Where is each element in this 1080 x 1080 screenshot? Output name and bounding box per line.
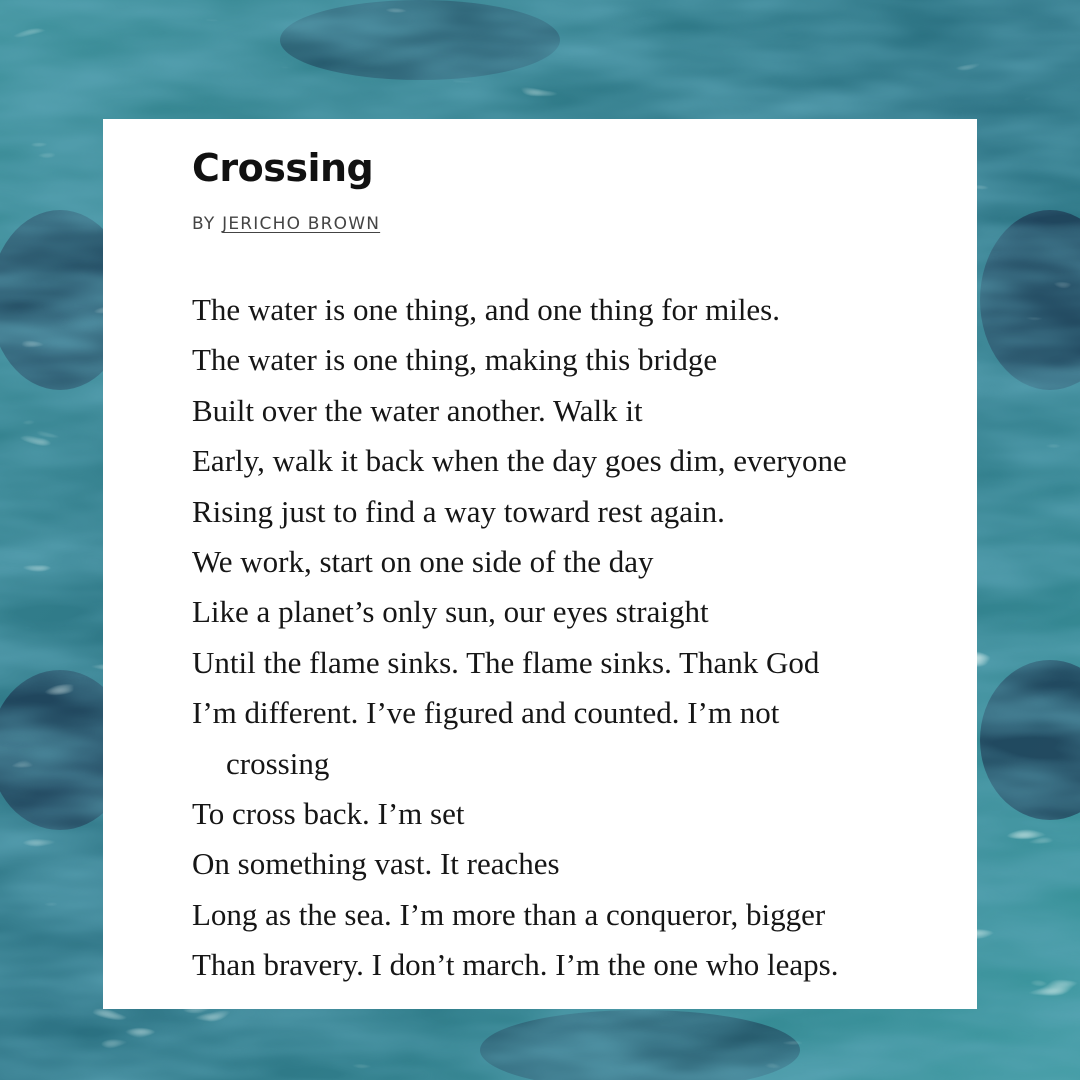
poem-line: On something vast. It reaches — [192, 846, 560, 882]
poem-line: We work, start on one side of the day — [192, 544, 654, 580]
poem-line: Early, walk it back when the day goes dim, everyone — [192, 443, 847, 479]
poem-line: Long as the sea. I’m more than a conqueror, bigger — [192, 896, 826, 932]
poem-line: Until the flame sinks. The flame sinks. Thank God — [192, 644, 820, 680]
poem-line: The water is one thing, and one thing for miles. — [192, 292, 781, 327]
poem-line: Than bravery. I don’t march. I’m the one who leaps. — [192, 947, 839, 983]
poem-line: To cross back. I’m set — [192, 796, 465, 832]
poem-line: Rising just to find a way toward rest again. — [192, 493, 725, 529]
poem-card — [103, 119, 977, 1009]
author-link[interactable]: JERICHO BROWN — [222, 214, 381, 234]
poem-line-continuation: crossing — [226, 745, 330, 781]
poem-title: Crossing — [192, 146, 374, 190]
byline — [192, 213, 937, 235]
poem-line: Like a planet’s only sun, our eyes straight — [192, 594, 709, 630]
poem-line: I’m different. I’ve figured and counted. I’m not — [192, 695, 780, 731]
poem-body — [192, 285, 937, 991]
poem-line: Built over the water another. Walk it — [192, 392, 643, 428]
byline-prefix: BY — [192, 214, 216, 234]
poem-line: The water is one thing, making this bridge — [192, 342, 718, 378]
